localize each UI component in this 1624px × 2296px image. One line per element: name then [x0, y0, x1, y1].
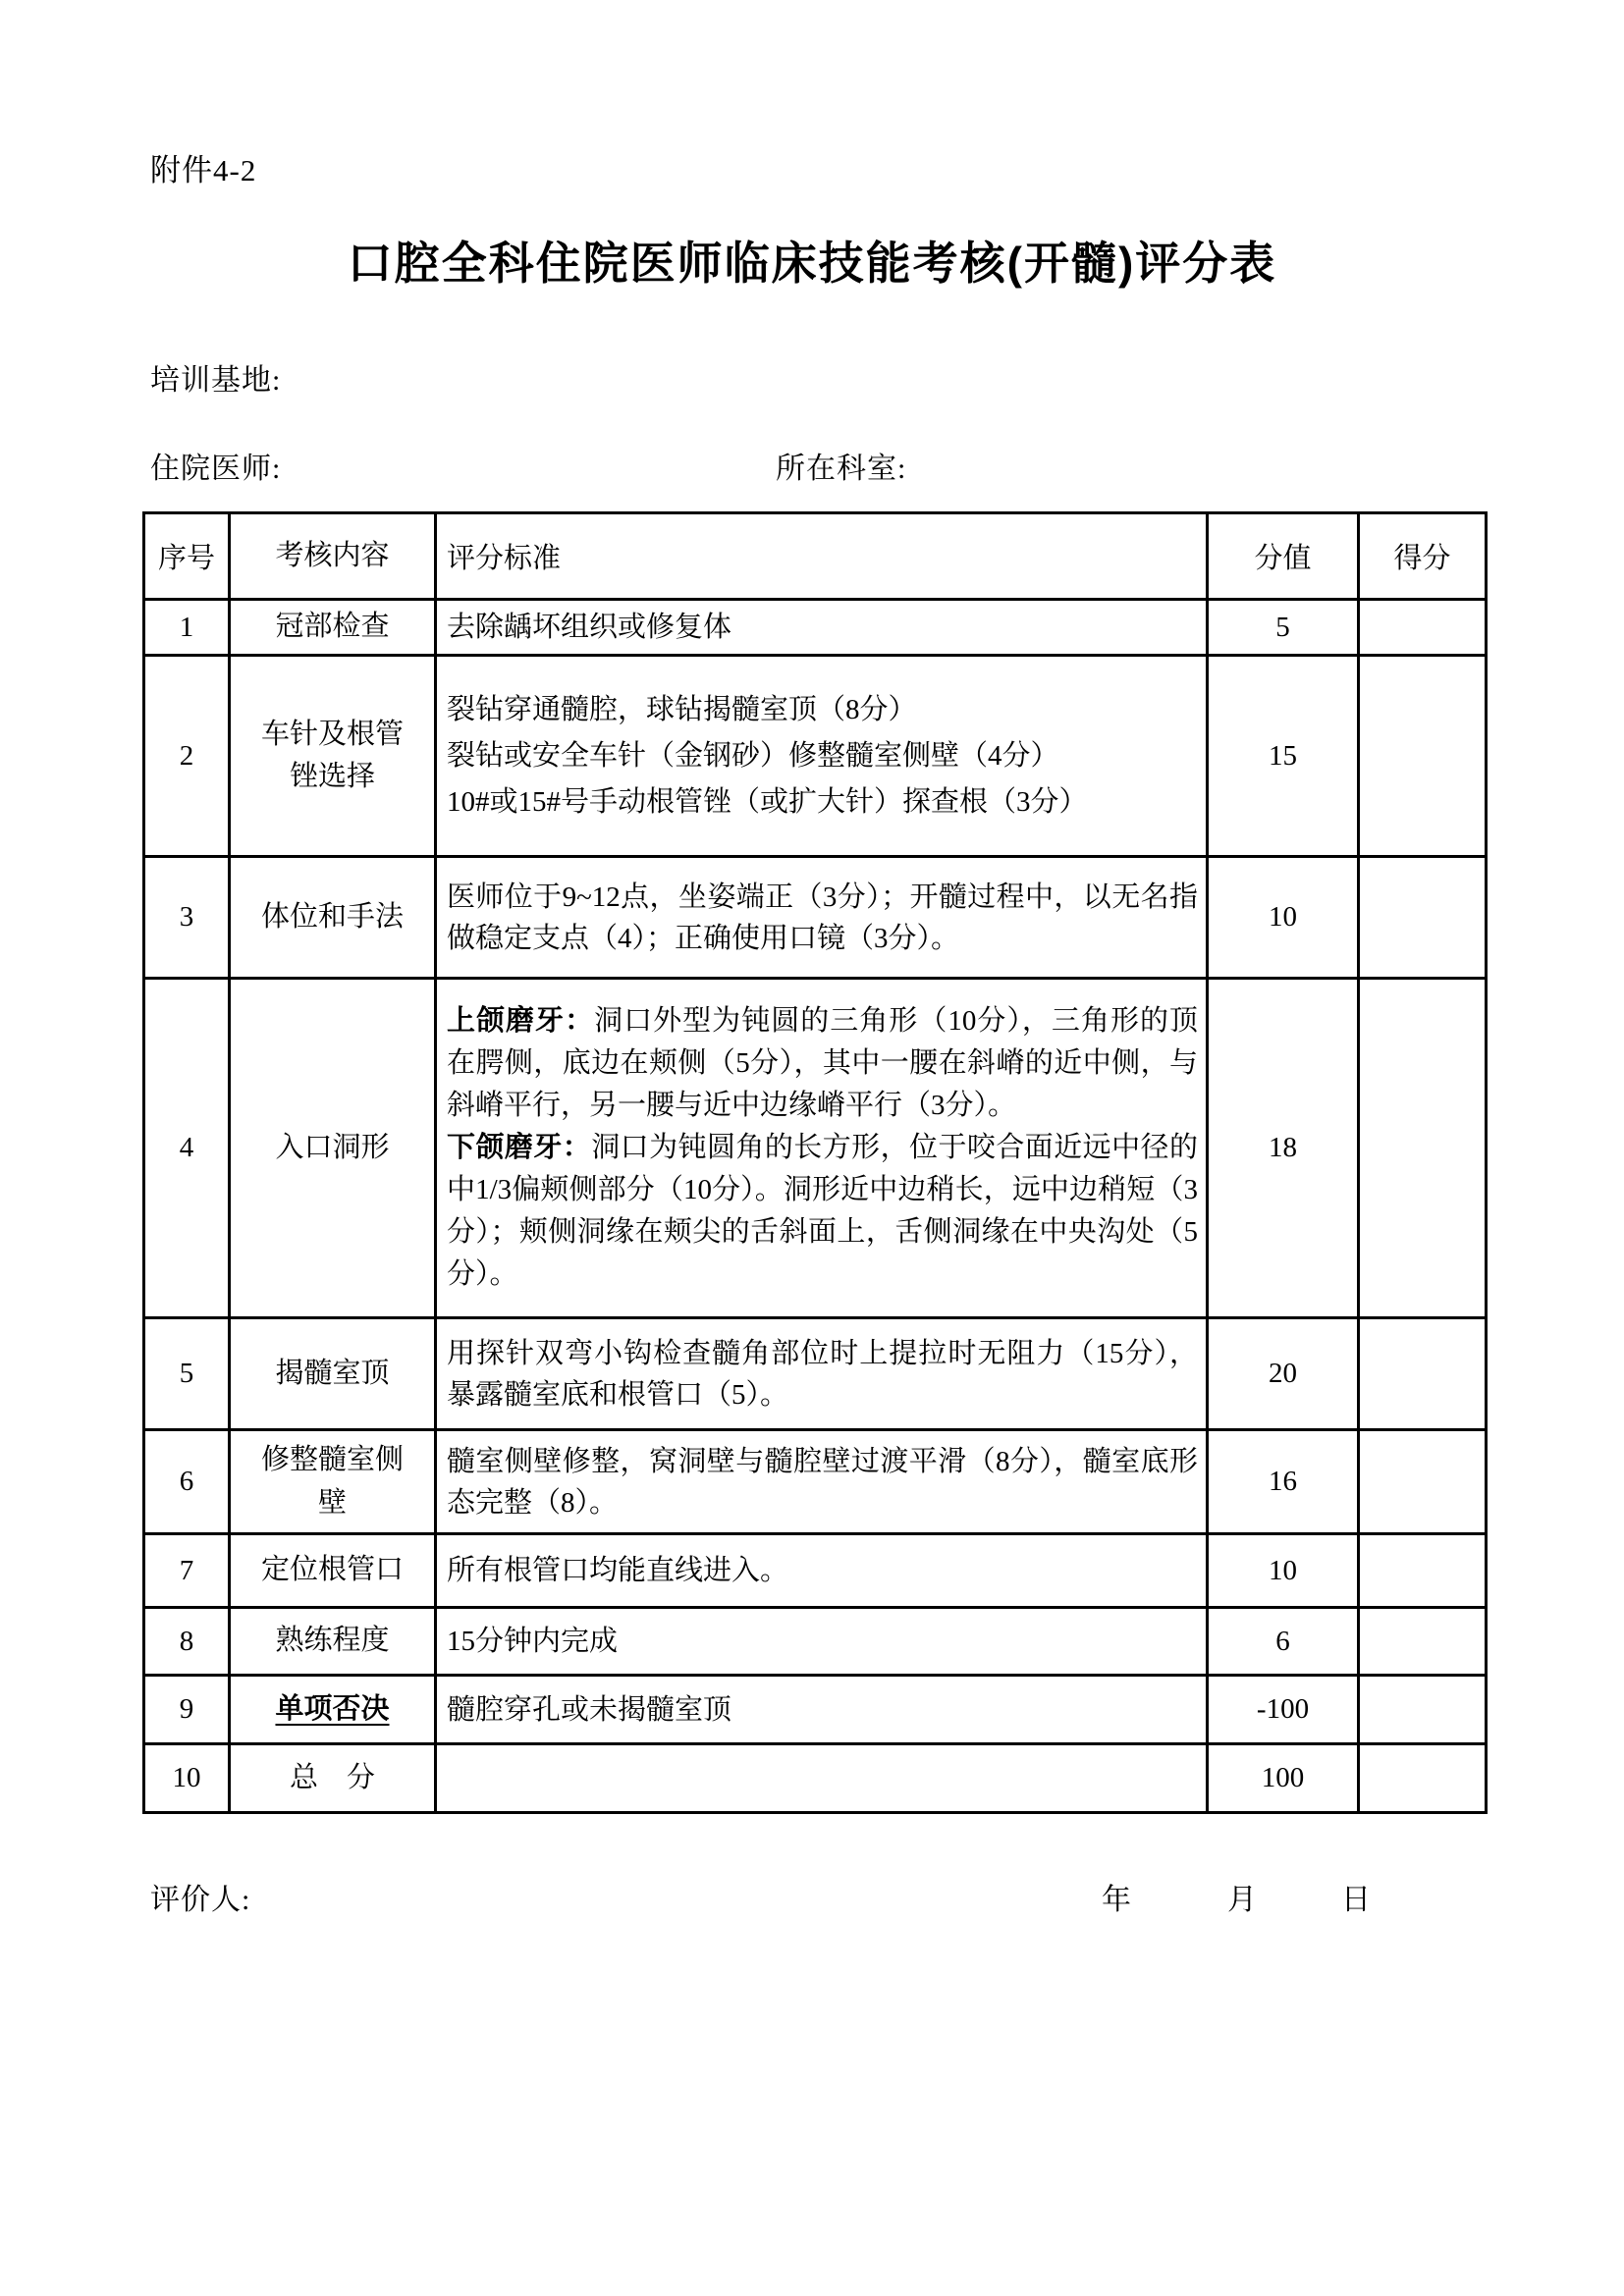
attachment-label: 附件4-2: [150, 153, 257, 187]
row-number-cell: 5: [144, 1318, 230, 1430]
evaluator-label: 评价人:: [150, 1884, 251, 1916]
criteria-lead: 下颌磨牙：: [447, 1132, 592, 1164]
row-number-cell: 4: [144, 979, 230, 1318]
date-day-label: 日: [1341, 1884, 1372, 1916]
training-base-label: 培训基地:: [150, 364, 282, 397]
criteria-cell: 髓室侧壁修整，窝洞壁与髓腔壁过渡平滑（8分），髓室底形态完整（8）。: [436, 1430, 1208, 1534]
row-number-cell: 1: [144, 600, 230, 656]
table-row-7: [144, 1534, 1487, 1608]
header-cell-content: 考核内容: [230, 513, 436, 600]
table-row-4: [144, 979, 1487, 1318]
table-row-3: [144, 857, 1487, 979]
earned-score-cell: [1359, 979, 1487, 1318]
score-value-cell: 5: [1208, 600, 1359, 656]
content-cell: 总 分: [230, 1744, 436, 1813]
content-cell: 定位根管口: [230, 1534, 436, 1608]
earned-score-cell: [1359, 600, 1487, 656]
table-row-1: [144, 600, 1487, 656]
score-value-cell: 10: [1208, 1534, 1359, 1608]
score-value-cell: 6: [1208, 1608, 1359, 1676]
criteria-cell: [436, 656, 1208, 857]
earned-score-cell: [1359, 1534, 1487, 1608]
content-cell: 体位和手法: [230, 857, 436, 979]
content-cell: 修整髓室侧壁: [230, 1430, 436, 1534]
earned-score-cell: [1359, 656, 1487, 857]
header-row: [144, 513, 1487, 600]
criteria-lead: 上颌磨牙：: [447, 1005, 595, 1038]
content-cell: 入口洞形: [230, 979, 436, 1318]
row-number-cell: 7: [144, 1534, 230, 1608]
content-cell: 冠部检查: [230, 600, 436, 656]
criteria-cell: 15分钟内完成: [436, 1608, 1208, 1676]
criteria-text: 洞口为钝圆角的长方形，位于咬合面近远中径的中1/3偏颊侧部分（10分）。洞形近中边稍长，远中边稍短（3分）；颊侧洞缘在颊尖的舌斜面上，舌侧洞缘在中央沟处（5分）。: [447, 1132, 1198, 1290]
earned-score-cell: [1359, 1318, 1487, 1430]
criteria-paragraph: [447, 1000, 1198, 1127]
earned-score-cell: [1359, 857, 1487, 979]
assessment-table: [142, 511, 1488, 1814]
table-row-9: [144, 1676, 1487, 1744]
content-cell: [230, 1676, 436, 1744]
table-row-6: [144, 1430, 1487, 1534]
criteria-cell: 用探针双弯小钩检查髓角部位时上提拉时无阻力（15分），暴露髓室底和根管口（5）。: [436, 1318, 1208, 1430]
earned-score-cell: [1359, 1676, 1487, 1744]
criteria-paragraph: [447, 1127, 1198, 1296]
earned-score-cell: [1359, 1608, 1487, 1676]
criteria-cell: 去除龋坏组织或修复体: [436, 600, 1208, 656]
row-number-cell: 2: [144, 656, 230, 857]
criteria-line: 10#或15#号手动根管锉（或扩大针）探查根（3分）: [447, 785, 1088, 818]
header-cell-earned: 得分: [1359, 513, 1487, 600]
content-cell: 揭髓室顶: [230, 1318, 436, 1430]
header-cell-score: 分值: [1208, 513, 1359, 600]
table-row-5: [144, 1318, 1487, 1430]
criteria-cell: [436, 979, 1208, 1318]
score-value-cell: 16: [1208, 1430, 1359, 1534]
row-number-cell: 10: [144, 1744, 230, 1813]
criteria-line: 裂钻穿通髓腔，球钻揭髓室顶（8分）: [447, 693, 917, 725]
score-value-cell: 100: [1208, 1744, 1359, 1813]
table-row-8: [144, 1608, 1487, 1676]
page-title: 口腔全科住院医师临床技能考核(开髓)评分表: [347, 238, 1277, 289]
header-cell-no: 序号: [144, 513, 230, 600]
criteria-line: 裂钻或安全车针（金钢砂）修整髓室侧壁（4分）: [447, 739, 1059, 772]
row-number-cell: 8: [144, 1608, 230, 1676]
score-value-cell: 20: [1208, 1318, 1359, 1430]
table-row-2: [144, 656, 1487, 857]
score-value-cell: 15: [1208, 656, 1359, 857]
header-cell-criteria: 评分标准: [436, 513, 1208, 600]
criteria-cell: 髓腔穿孔或未揭髓室顶: [436, 1676, 1208, 1744]
department-label: 所在科室:: [776, 453, 907, 485]
veto-label: 单项否决: [275, 1692, 390, 1725]
criteria-cell: 所有根管口均能直线进入。: [436, 1534, 1208, 1608]
resident-label: 住院医师:: [150, 453, 282, 485]
date-year-label: 年: [1102, 1884, 1132, 1916]
table-row-10: [144, 1744, 1487, 1813]
content-cell: 车针及根管锉选择: [230, 656, 436, 857]
criteria-cell: 医师位于9~12点，坐姿端正（3分）；开髓过程中，以无名指做稳定支点（4）；正确使用口镜（3分）。: [436, 857, 1208, 979]
score-value-cell: 18: [1208, 979, 1359, 1318]
content-cell: 熟练程度: [230, 1608, 436, 1676]
score-value-cell: -100: [1208, 1676, 1359, 1744]
score-value-cell: 10: [1208, 857, 1359, 979]
earned-score-cell: [1359, 1430, 1487, 1534]
row-number-cell: 6: [144, 1430, 230, 1534]
earned-score-cell: [1359, 1744, 1487, 1813]
row-number-cell: 9: [144, 1676, 230, 1744]
date-month-label: 月: [1227, 1884, 1258, 1916]
criteria-text: 洞口外型为钝圆的三角形（10分），三角形的顶在腭侧，底边在颊侧（5分），其中一腰在斜嵴的近中侧，与斜嵴平行，另一腰与近中边缘嵴平行（3分）。: [447, 1005, 1198, 1122]
row-number-cell: 3: [144, 857, 230, 979]
criteria-cell: [436, 1744, 1208, 1813]
